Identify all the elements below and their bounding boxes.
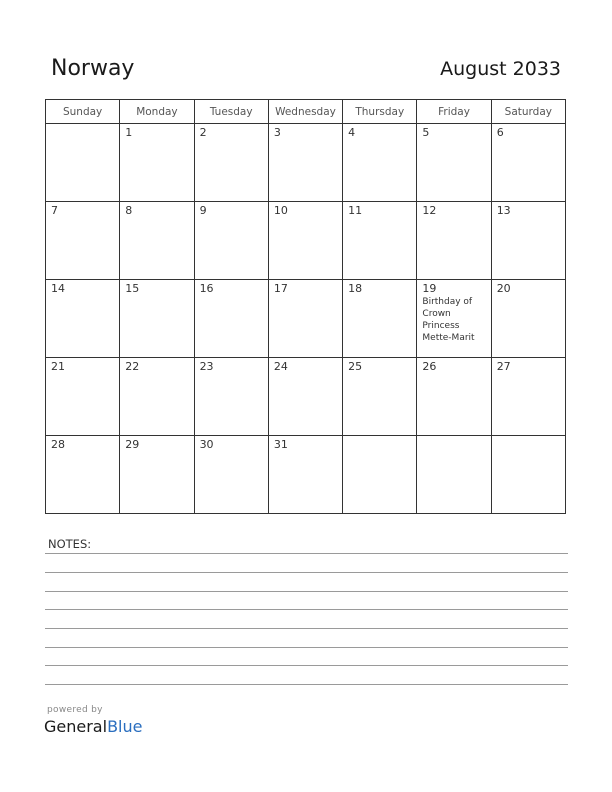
day-cell [343,202,417,280]
weekday-header: Saturday [491,100,565,124]
day-cell [343,358,417,436]
day-cell [417,202,491,280]
weekday-header: Friday [417,100,491,124]
day-cell [268,280,342,358]
brand-logo [44,717,142,736]
day-number: 28 [51,438,65,451]
day-cell [343,280,417,358]
day-number: 9 [199,204,207,217]
day-cell [46,436,120,514]
day-cell [343,124,417,202]
day-number: 30 [199,438,214,451]
powered-by-text: powered by [47,705,103,715]
weekday-header-row [46,100,566,124]
day-number: 11 [348,204,363,217]
day-cell [194,358,268,436]
weekday-header: Thursday [343,100,417,124]
day-number: 25 [348,360,363,373]
day-number: 4 [348,126,356,139]
day-number: 26 [422,360,437,373]
day-number: 15 [125,282,140,295]
day-cell [491,202,565,280]
day-cell [491,280,565,358]
week-row [46,124,566,202]
note-line [45,628,568,629]
day-cell [46,202,120,280]
day-cell [417,358,491,436]
weekday-header: Tuesday [194,100,268,124]
day-cell [46,358,120,436]
day-cell [120,358,194,436]
day-number: 27 [496,360,511,373]
week-row [46,436,566,514]
day-number: 17 [273,282,288,295]
country-title: Norway [51,56,135,81]
day-cell [120,280,194,358]
weekday-header: Sunday [46,100,120,124]
day-number: 21 [51,360,65,373]
note-line [45,647,568,648]
calendar-grid [45,99,566,514]
day-cell [194,280,268,358]
day-cell [194,202,268,280]
day-cell [46,280,120,358]
day-cell [194,436,268,514]
day-number [417,436,490,438]
day-number: 20 [496,282,511,295]
note-line [45,665,568,666]
notes-label: NOTES: [48,537,92,551]
day-cell [46,124,120,202]
day-number: 16 [199,282,214,295]
holiday-event: Birthday of Crown Princess Mette-Marit [422,297,475,343]
month-year-title: August 2033 [440,58,561,80]
note-line [45,572,568,573]
day-number: 12 [422,204,437,217]
weekday-header: Monday [120,100,194,124]
day-number: 31 [273,438,288,451]
day-cell [120,202,194,280]
day-number: 23 [199,360,214,373]
day-number: 1 [125,126,133,139]
day-number: 22 [125,360,140,373]
day-cell [491,124,565,202]
week-row [46,280,566,358]
brand-general-text: General [44,717,108,736]
day-number: 19 [422,282,437,295]
day-cell [268,358,342,436]
day-number: 3 [273,126,281,139]
note-line [45,609,568,610]
day-number: 7 [51,204,58,217]
day-cell [268,436,342,514]
day-number: 5 [422,126,430,139]
day-cell [268,202,342,280]
day-number [46,124,119,126]
day-cell [491,358,565,436]
day-cell [491,436,565,514]
brand-blue-text: Blue [107,717,143,736]
weekday-header: Wednesday [268,100,342,124]
day-cell [120,436,194,514]
day-number: 10 [273,204,288,217]
day-number: 13 [496,204,511,217]
note-line [45,553,568,554]
note-line [45,684,568,685]
day-cell [417,436,491,514]
day-number: 18 [348,282,363,295]
week-row [46,358,566,436]
note-line [45,591,568,592]
day-cell [417,280,491,358]
day-cell [268,124,342,202]
day-cell [343,436,417,514]
day-number: 29 [125,438,140,451]
day-cell [120,124,194,202]
week-row [46,202,566,280]
day-number [492,436,565,438]
day-number: 24 [273,360,288,373]
day-number: 2 [199,126,207,139]
day-cell [417,124,491,202]
day-number: 6 [496,126,504,139]
day-number: 14 [51,282,65,295]
day-number: 8 [125,204,133,217]
day-cell [194,124,268,202]
day-number [343,436,416,438]
